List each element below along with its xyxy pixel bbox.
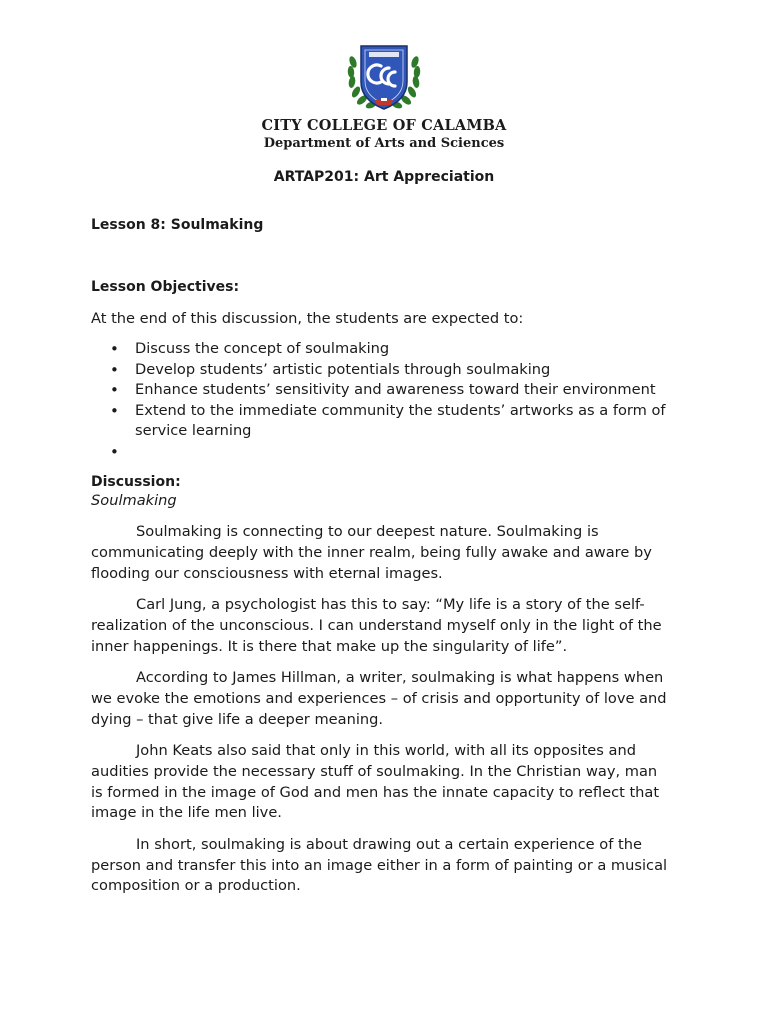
discussion-paragraph: John Keats also said that only in this world, with all its opposites and audities provide the necessary stuff of soulmaking. In the Christian way, man is formed in the image of God and men has the innate capacity to reflect that image in the life men live. [91,741,660,822]
discussion-subheading: Soulmaking [91,492,177,509]
objective-item: • Extend to the immediate community the students’ artworks as a form of service learning [110,401,690,442]
school-seal-icon [345,42,423,114]
discussion-body [91,522,671,908]
objectives-intro: At the end of this discussion, the students are expected to: [91,310,524,327]
objective-item: • Enhance students’ sensitivity and awareness toward their environment [110,380,690,401]
objective-item: • Discuss the concept of soulmaking [110,339,690,360]
discussion-heading: Discussion: [91,474,181,490]
objectives-heading: Lesson Objectives: [91,279,240,295]
course-title: ARTAP201: Art Appreciation [273,169,495,185]
objective-item: • Develop students’ artistic potentials through soulmaking [110,360,690,381]
institution-name: CITY COLLEGE OF CALAMBA [261,117,507,134]
department-name: Department of Arts and Sciences [263,136,505,151]
objective-item-empty [110,442,690,463]
discussion-paragraph: According to James Hillman, a writer, soulmaking is what happens when we evoke the emotions and experiences – of crisis and opportunity of love and dying – that give life a deeper meaning. [91,668,667,728]
objectives-list [110,339,690,463]
lesson-title: Lesson 8: Soulmaking [91,217,264,233]
discussion-paragraph: In short, soulmaking is about drawing out a certain experience of the person and transfer this into an image either in a form of painting or a musical composition or a production. [91,835,668,895]
discussion-paragraph: Carl Jung, a psychologist has this to say: “My life is a story of the self-realization of the unconscious. I can understand myself only in the light of the inner happenings. It is there that make up the singularity of life”. [91,595,662,655]
discussion-paragraph: Soulmaking is connecting to our deepest nature. Soulmaking is communicating deeply with the inner realm, being fully awake and aware by flooding our consciousness with eternal images. [91,523,652,582]
